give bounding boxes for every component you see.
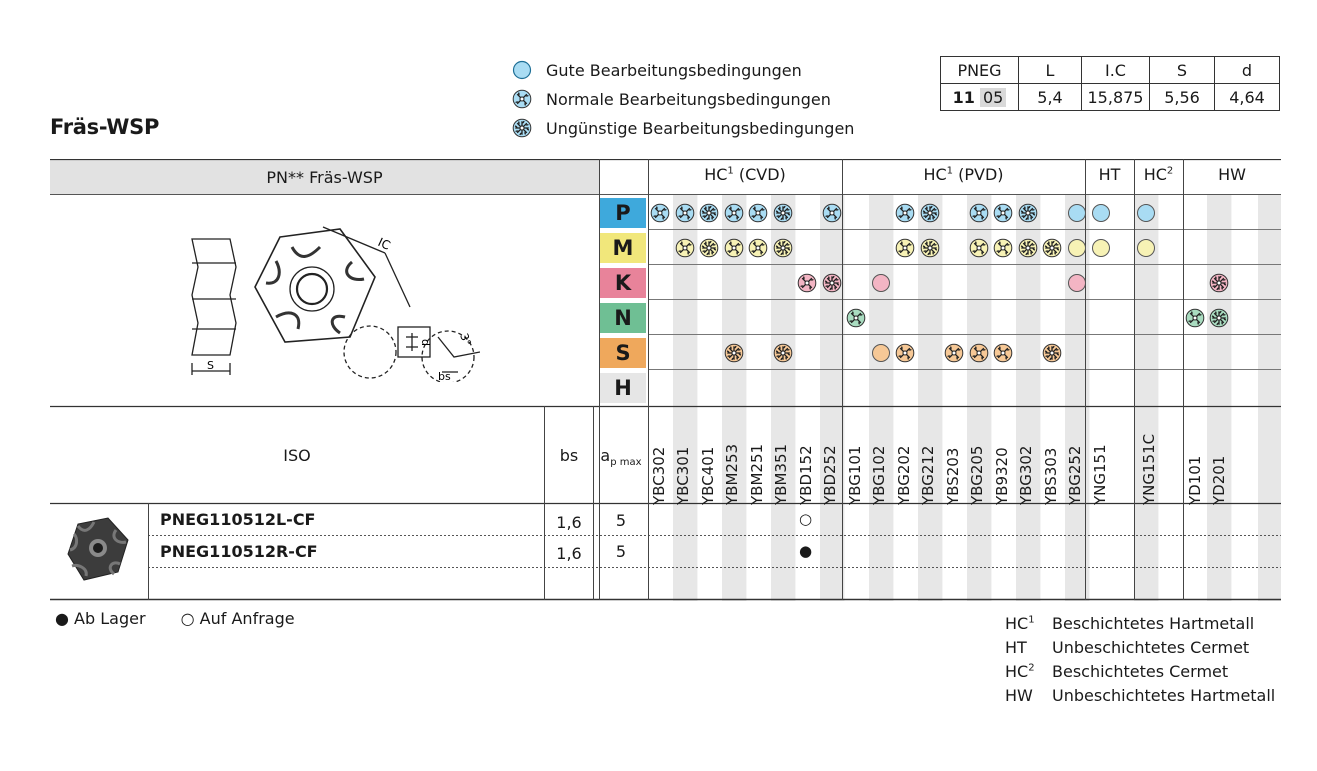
dim-header: I.C xyxy=(1082,57,1150,84)
condition-poor-icon xyxy=(1042,343,1062,363)
grade-ybg302: YBG302 xyxy=(1017,445,1035,505)
group-label: HT xyxy=(1098,165,1121,184)
group-ht xyxy=(1085,165,1134,184)
condition-poor-icon xyxy=(920,238,940,258)
condition-normal-icon xyxy=(969,343,989,363)
condition-normal-icon xyxy=(822,203,842,223)
condition-normal-icon xyxy=(797,273,817,293)
condition-poor-icon xyxy=(773,203,793,223)
grade-ybg101: YBG101 xyxy=(846,445,864,505)
condition-normal-icon xyxy=(969,203,989,223)
grade-ybc401: YBC401 xyxy=(699,446,717,505)
condition-poor-icon xyxy=(920,203,940,223)
condition-good-icon xyxy=(1136,238,1156,258)
condition-poor-icon xyxy=(773,238,793,258)
condition-poor-icon xyxy=(1018,238,1038,258)
bs-header: bs xyxy=(559,446,579,465)
dim-header: PNEG xyxy=(941,57,1019,84)
condition-poor-icon xyxy=(699,203,719,223)
grade-ybs203: YBS203 xyxy=(944,447,962,505)
material-h xyxy=(600,373,646,403)
column-shade xyxy=(1258,194,1281,601)
insert-photo xyxy=(60,514,134,586)
legend-good xyxy=(512,59,802,81)
normal-condition-icon xyxy=(512,89,532,109)
condition-good-icon xyxy=(1136,203,1156,223)
ic-label: IC xyxy=(375,235,393,253)
abbrev-key: HT xyxy=(1005,637,1027,657)
column-shade xyxy=(820,194,844,601)
dim-size xyxy=(941,84,1019,111)
abbrev-row xyxy=(1005,659,1275,683)
grade-ybg212: YBG212 xyxy=(919,445,937,505)
material-letter: N xyxy=(614,306,632,330)
condition-normal-icon xyxy=(675,238,695,258)
legend-good-label: Gute Bearbeitungsbedingungen xyxy=(546,60,802,80)
dimension-table xyxy=(940,56,1280,111)
abbrev-sup: 1 xyxy=(1028,614,1035,626)
section-header: PN** Fräs-WSP xyxy=(266,168,383,187)
bs-value: 1,6 xyxy=(556,544,582,563)
insert-drawing xyxy=(180,217,480,382)
iso-header: ISO xyxy=(283,446,311,465)
condition-normal-icon xyxy=(748,203,768,223)
grade-ybm351: YBM351 xyxy=(772,443,790,505)
material-letter: K xyxy=(614,271,632,295)
material-p xyxy=(600,198,646,228)
legend-normal xyxy=(512,88,831,110)
grade-yd101: YD101 xyxy=(1186,455,1204,505)
grade-ybc302: YBC302 xyxy=(650,446,668,505)
condition-normal-icon xyxy=(846,308,866,328)
legend-poor xyxy=(512,117,854,139)
grade-yd201: YD201 xyxy=(1210,455,1228,505)
condition-normal-icon xyxy=(895,203,915,223)
material-m xyxy=(600,233,646,263)
grade-table xyxy=(50,159,1281,599)
grade-ybd252: YBD252 xyxy=(821,445,839,505)
condition-poor-icon xyxy=(822,273,842,293)
group-sup: 2 xyxy=(1166,165,1174,177)
group-label: HC xyxy=(923,165,947,184)
condition-normal-icon xyxy=(724,238,744,258)
availability-legend xyxy=(55,609,295,628)
condition-normal-icon xyxy=(969,238,989,258)
dim-header: S xyxy=(1150,57,1215,84)
abbrev-row xyxy=(1005,611,1275,635)
condition-normal-icon xyxy=(748,238,768,258)
grade-ybs303: YBS303 xyxy=(1042,447,1060,505)
column-shade xyxy=(1207,194,1231,601)
ap-label: a xyxy=(600,446,611,465)
availability-mark: ○ xyxy=(799,510,813,528)
group-label: HC xyxy=(704,165,728,184)
ap-value: 5 xyxy=(615,511,627,530)
grade-ybm253: YBM253 xyxy=(723,443,741,505)
group-label: HC xyxy=(1143,165,1167,184)
dim-value: 4,64 xyxy=(1215,84,1280,111)
column-shade xyxy=(869,194,893,601)
condition-poor-icon xyxy=(1018,203,1038,223)
condition-poor-icon xyxy=(1209,308,1229,328)
condition-normal-icon xyxy=(993,238,1013,258)
order-code: PNEG110512L-CF xyxy=(160,510,316,529)
condition-good-icon xyxy=(1091,238,1111,258)
condition-normal-icon xyxy=(895,238,915,258)
condition-poor-icon xyxy=(699,238,719,258)
material-letter: S xyxy=(615,341,631,365)
material-letter: M xyxy=(612,236,634,260)
abbrev-key: HW xyxy=(1005,685,1033,705)
abbrev-sup: 2 xyxy=(1028,662,1035,674)
group-sup: 1 xyxy=(727,165,734,177)
material-s xyxy=(600,338,646,368)
condition-normal-icon xyxy=(944,343,964,363)
dim-size-rest: 05 xyxy=(980,88,1006,107)
condition-normal-icon xyxy=(993,343,1013,363)
abbrev-text: Unbeschichtetes Cermet xyxy=(1052,637,1250,657)
ap-sub: p max xyxy=(610,457,642,469)
legend-normal-label: Normale Bearbeitungsbedingungen xyxy=(546,89,831,109)
condition-good-icon xyxy=(871,273,891,293)
grade-ybg252: YBG252 xyxy=(1066,445,1084,505)
grade-ybc301: YBC301 xyxy=(674,446,692,505)
grade-ybg202: YBG202 xyxy=(895,445,913,505)
legend-poor-label: Ungünstige Bearbeitungsbedingungen xyxy=(546,118,855,138)
condition-good-icon xyxy=(1067,273,1087,293)
dim-header: L xyxy=(1019,57,1082,84)
group-hc-cvd xyxy=(648,165,842,184)
abbrev-text: Unbeschichtetes Hartmetall xyxy=(1052,685,1276,705)
grade-yb9320: YB9320 xyxy=(993,447,1011,505)
s-label: S xyxy=(207,359,214,372)
group-hc2 xyxy=(1134,165,1183,184)
condition-good-icon xyxy=(871,343,891,363)
condition-normal-icon xyxy=(993,203,1013,223)
grade-ybg102: YBG102 xyxy=(870,445,888,505)
ap-header xyxy=(596,446,646,468)
condition-normal-icon xyxy=(895,343,915,363)
dim-value: 5,56 xyxy=(1150,84,1215,111)
material-letter: P xyxy=(615,201,631,225)
dim-value: 15,875 xyxy=(1082,84,1150,111)
group-label: HW xyxy=(1218,165,1246,184)
dim-value: 5,4 xyxy=(1019,84,1082,111)
availability-mark: ● xyxy=(799,542,813,560)
condition-normal-icon xyxy=(724,203,744,223)
dim-header: d xyxy=(1215,57,1280,84)
grade-yng151c: YNG151C xyxy=(1140,433,1158,505)
condition-normal-icon xyxy=(1185,308,1205,328)
abbrev-row xyxy=(1005,635,1275,659)
d-label: d xyxy=(419,339,432,346)
stock-label: ● Ab Lager xyxy=(55,609,146,628)
group-suffix: (CVD) xyxy=(733,165,786,184)
abbrev-text: Beschichtetes Cermet xyxy=(1052,661,1229,681)
condition-poor-icon xyxy=(724,343,744,363)
abbrev-key: HC xyxy=(1005,661,1029,681)
bs-label: bs xyxy=(438,370,451,382)
grade-yng151: YNG151 xyxy=(1091,444,1109,505)
condition-normal-icon xyxy=(675,203,695,223)
abbrev-row xyxy=(1005,683,1275,707)
abbrev-key: HC xyxy=(1005,613,1029,633)
good-condition-icon xyxy=(512,60,532,80)
condition-good-icon xyxy=(1091,203,1111,223)
material-k xyxy=(600,268,646,298)
group-hc-pvd xyxy=(842,165,1085,184)
ap-value: 5 xyxy=(615,542,627,561)
dim-size-bold: 11 xyxy=(952,87,975,107)
angle-label: 3° xyxy=(457,331,474,348)
material-letter: H xyxy=(614,376,632,400)
abbreviation-legend xyxy=(1005,611,1275,707)
condition-good-icon xyxy=(1067,203,1087,223)
page-title: Fräs-WSP xyxy=(50,115,160,139)
abbrev-text: Beschichtetes Hartmetall xyxy=(1052,613,1255,633)
grade-ybm251: YBM251 xyxy=(748,443,766,505)
condition-poor-icon xyxy=(1042,238,1062,258)
group-suffix: (PVD) xyxy=(953,165,1004,184)
condition-normal-icon xyxy=(650,203,670,223)
bs-value: 1,6 xyxy=(556,513,582,532)
group-hw xyxy=(1183,165,1281,184)
group-sup: 1 xyxy=(946,165,954,177)
grade-ybd152: YBD152 xyxy=(797,445,815,505)
condition-good-icon xyxy=(1067,238,1087,258)
poor-condition-icon xyxy=(512,118,532,138)
grade-ybg205: YBG205 xyxy=(968,445,986,505)
condition-poor-icon xyxy=(1209,273,1229,293)
material-n xyxy=(600,303,646,333)
request-label: ○ Auf Anfrage xyxy=(180,609,295,628)
condition-poor-icon xyxy=(773,343,793,363)
order-code: PNEG110512R-CF xyxy=(160,542,318,561)
